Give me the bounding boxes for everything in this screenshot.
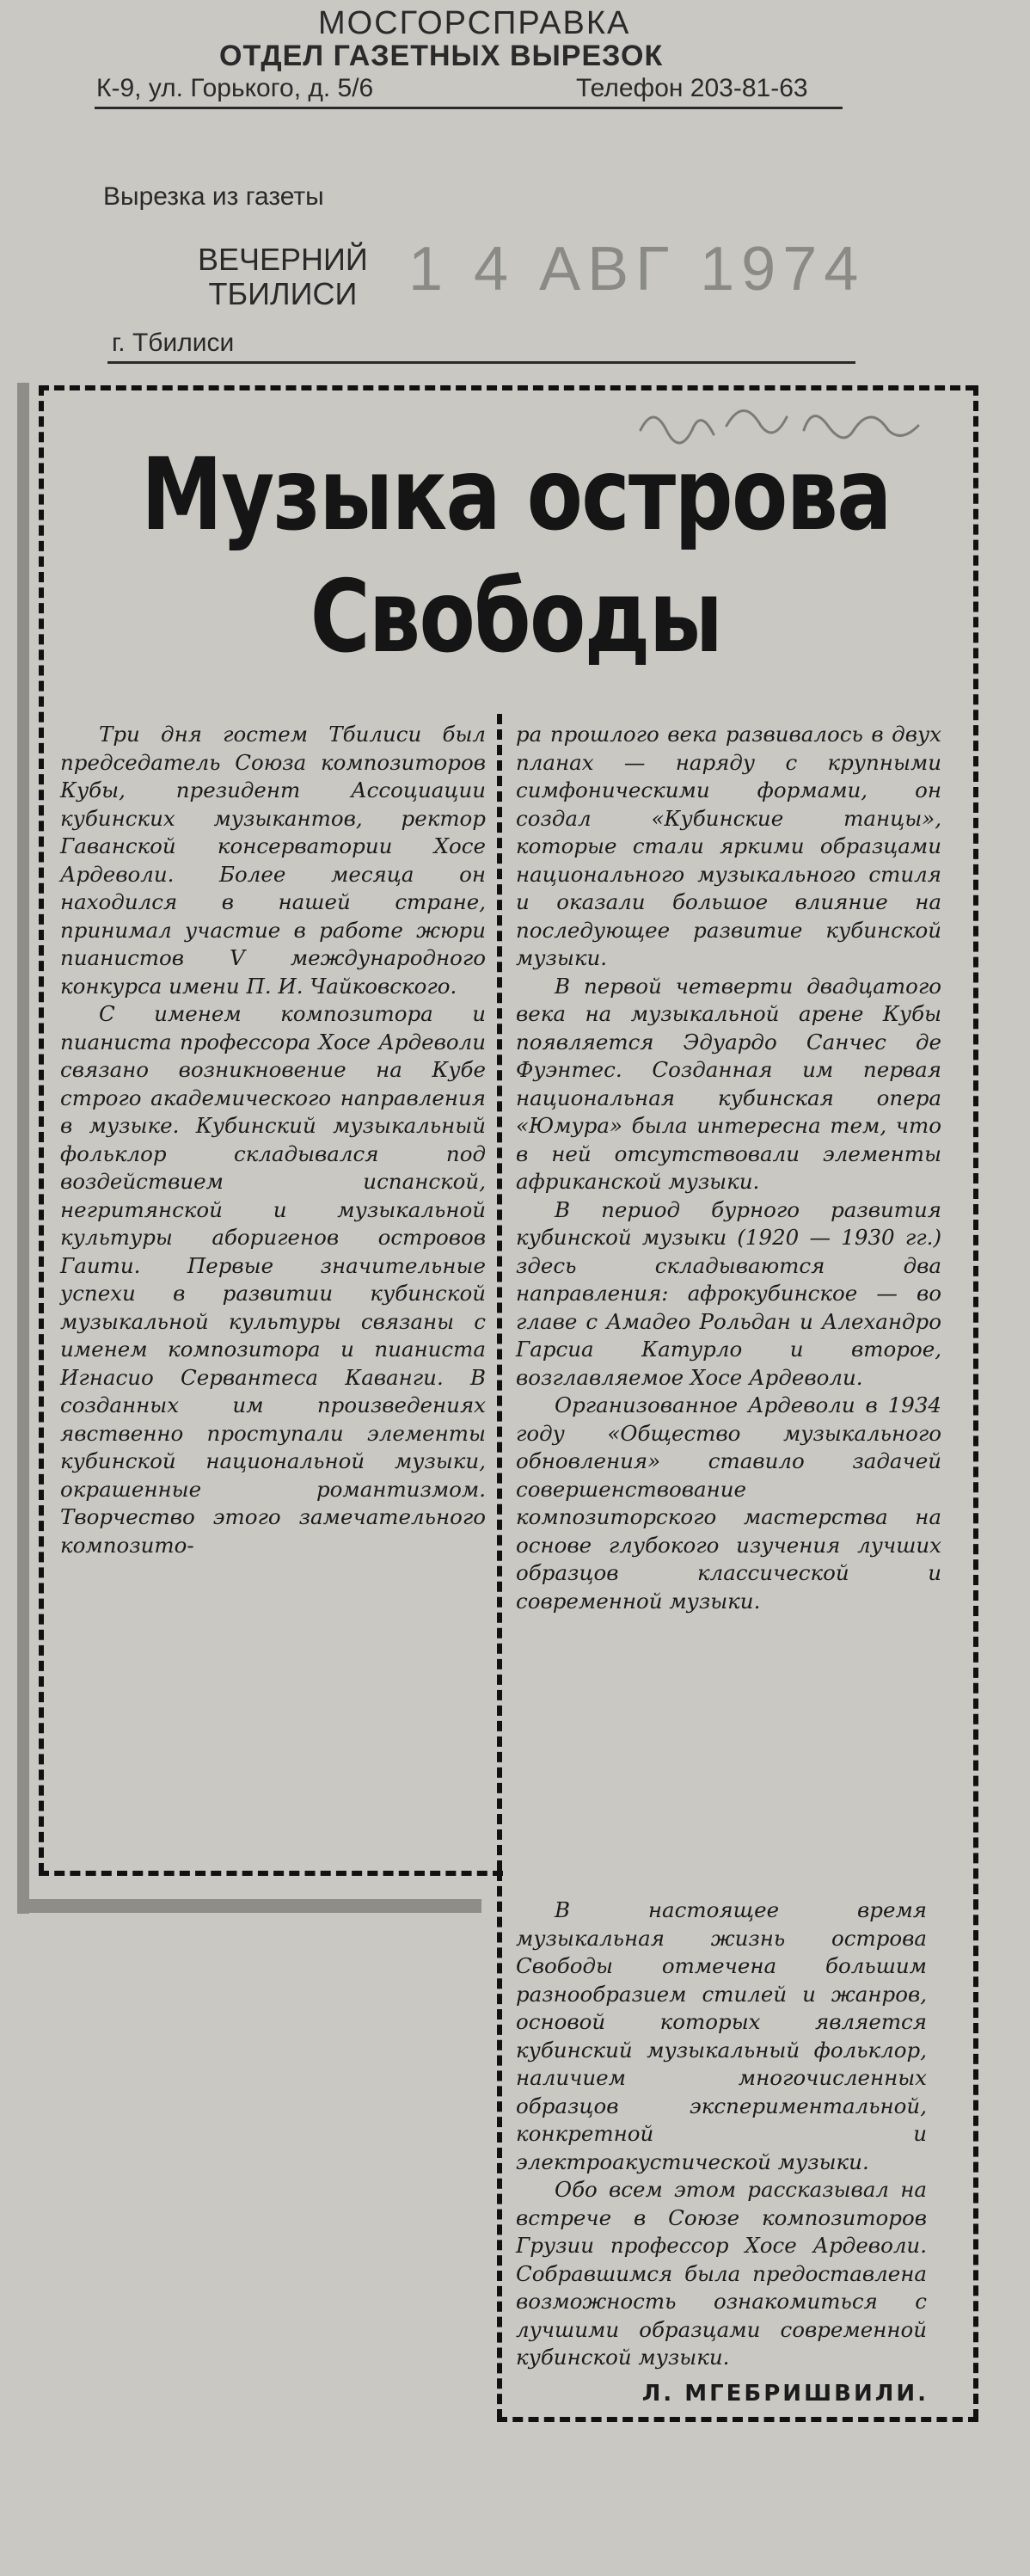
newspaper-name-line1: ВЕЧЕРНИЙ [198,242,368,277]
frame-column-divider [497,714,502,1871]
article-headline [128,434,904,679]
newspaper-name-line2: ТБИЛИСИ [208,276,358,311]
stamp-clipping-label: Вырезка из газеты [103,182,324,211]
paragraph: В первой четверти двадцатого века на музыкальной арене Кубы появляется Эдуардо Санчес де Фуэнтес. Созданная им первая национальная кубинская опера «Юмура» была интересна тем, что в ней отсутствовали элементы африканской музыки. [516,973,941,1194]
paragraph-continued: ра прошлого века развивалось в двух планах — наряду с крупными симфоническими формами, он создал «Кубинские танцы», которые стали яркими образцами национального музыкального стиля и оказали большое влияние на последующее развитие кубинской музыки. [516,722,941,970]
author-signature: Л. МГЕБРИШВИЛИ. [641,2381,929,2407]
paragraph: Организованное Ардеволи в 1934 году «Общество музыкального обновления» ставило задачей совершенствование композиторского мастерства на основе глубокого изучения лучших образцов классической и современной музыки. [516,1393,941,1614]
stamp-phone: Телефон 203-81-63 [576,74,808,102]
article-column-3 [516,1897,927,2372]
paragraph: В период бурного развития кубинской музыки (1920 — 1930 гг.) здесь складываются два направления: афрокубинское — во главе с Амадео Рольдан и Алехандро Гарсиа Катурло и второе, возглавляемое Хосе Ардеволи. [516,1196,941,1390]
archive-stamp [0,0,1030,378]
article-column-2 [516,721,941,1615]
paragraph: Обо всем этом рассказывал на встрече в Союзе композиторов Грузии профессор Хосе Ардеволи. Собравшимся была предоставлена возможность ознакомиться с лучшими образцами современной кубинской музыки. [516,2177,927,2370]
frame-top [39,385,976,390]
stamp-city: г. Тбилиси [112,329,235,357]
stamp-organization: МОСГОРСПРАВКА [318,5,631,41]
frame-right [973,385,978,2419]
stamp-divider [95,107,843,109]
frame-bottom [497,2417,978,2422]
frame-step-horizontal [39,1871,503,1876]
article-column-1 [60,721,486,1559]
clipping-shadow-bottom [17,1899,481,1913]
frame-left [39,385,44,1873]
frame-step-vertical [497,1871,502,2419]
stamp-newspaper-name [198,243,368,311]
paragraph: В настоящее время музыкальная жизнь острова Свободы отмечена большим разнообразием стилей и жанров, основой которых является кубинский музыкальный фольклор, наличием многочисленных образцов экспериментальной, конкретной и электроакустической музыки. [516,1897,927,2174]
date-stamp: 1 4 АВГ 1974 [408,235,866,304]
paragraph: Три дня гостем Тбилиси был председатель Союза композиторов Кубы, президент Ассоциации кубинских музыкантов, ректор Гаванской консерватории Хосе Ардеволи. Более месяца он находился в нашей стране, принимал участие в работе жюри пианистов V международного конкурса имени П. И. Чайковского. [60,722,486,999]
headline-line2: Свободы [310,559,722,675]
stamp-department: ОТДЕЛ ГАЗЕТНЫХ ВЫРЕЗОК [219,40,664,72]
headline-line1: Музыка острова [141,437,891,553]
clipping-shadow [17,383,29,1914]
stamp-address: К-9, ул. Горького, д. 5/6 [96,74,374,102]
stamp-city-divider [107,361,855,364]
paragraph: С именем композитора и пианиста профессора Хосе Ардеволи связано возникновение на Кубе строго академического направления в музыке. Кубинский музыкальный фольклор складывался под воздействием испанской, негритянской и музыкальной культуры аборигенов островов Гаити. Первые значительные успехи в развитии кубинской музыкальной культуры связаны с именем композитора и пианиста Игнасио Сервантеса Каванги. В созданных им произведениях явственно проступали элементы кубинской национальной музыки, окрашенные романтизмом. Творчество этого замечательного композито- [60,1001,486,1558]
